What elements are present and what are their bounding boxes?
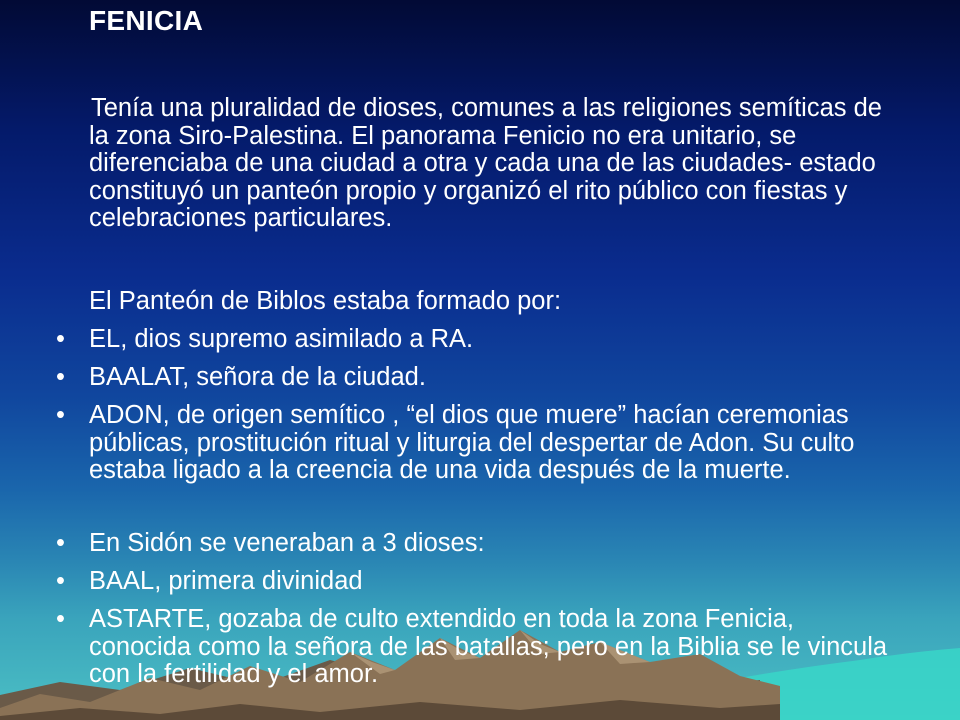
bullet-item-sidon: En Sidón se veneraban a 3 dioses:	[89, 529, 485, 557]
bullet-item-el: EL, dios supremo asimilado a RA.	[89, 325, 474, 353]
bullet-marker: •	[56, 529, 65, 557]
bullet-item-baalat: BAALAT, señora de la ciudad.	[89, 363, 426, 391]
bullet-item-adon: ADON, de origen semítico , “el dios que muere” hacían ceremonias públicas, prostitución ritual y liturgia del despertar de Adon. Su culto estaba ligado a la creencia de una vida después de la muerte.	[89, 401, 855, 484]
bullet-item-baal: BAAL, primera divinidad	[89, 567, 363, 595]
slide-title: FENICIA	[89, 5, 204, 36]
intro-paragraph: Tenía una pluralidad de dioses, comunes a las religiones semíticas de la zona Siro-Palestina. El panorama Fenicio no era unitario, se diferenciaba de una ciudad a otra y cada una de las ciudades- estado constituyó un panteón propio y organizó el rito público con fiestas y celebraciones particulares.	[89, 94, 882, 232]
bullet-marker: •	[56, 605, 65, 633]
bullet-marker: •	[56, 325, 65, 353]
bullet-marker: •	[56, 363, 65, 391]
bullet-marker: •	[56, 567, 65, 595]
bullet-marker: •	[56, 401, 65, 429]
pantheon-subheading: El Panteón de Biblos estaba formado por:	[89, 287, 562, 315]
bullet-item-astarte: ASTARTE, gozaba de culto extendido en toda la zona Fenicia, conocida como la señora de las batallas; pero en la Biblia se le vincula con la fertilidad y el amor.	[89, 605, 888, 688]
